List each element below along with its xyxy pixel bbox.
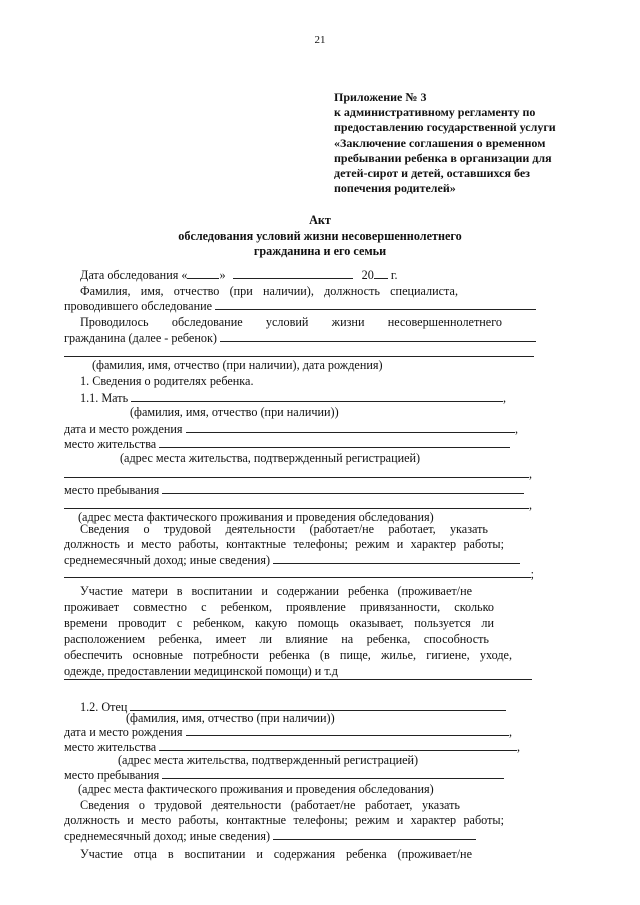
punct: ,: [502, 391, 506, 405]
father-fio-caption: (фамилия, имя, отчество (при наличии)): [126, 711, 335, 725]
mother-part-rule[interactable]: [64, 679, 532, 680]
residence-label: место жительства: [64, 437, 157, 451]
mother-residence-caption: (адрес места жительства, подтвержденный регистрацией): [120, 451, 421, 465]
mother-fio-caption: (фамилия, имя, отчество (при наличии)): [130, 405, 339, 419]
mother-line: [80, 390, 506, 405]
mother-part-3: времени проводит с ребенком, какую помощь оказывает, пользуется ли: [64, 616, 494, 630]
father-stay-caption: (адрес места фактического проживания и проведения обследования): [78, 782, 434, 796]
conducted-label: гражданина (далее - ребенок): [64, 331, 217, 345]
date-label: Дата обследования «: [80, 268, 188, 282]
father-birth-line: [64, 724, 512, 739]
father-work-2: должность и место работы, контактные телефоны; режим и характер работы;: [64, 813, 504, 827]
document-title: [0, 213, 640, 260]
mother-stay-caption: (адрес места фактического проживания и проведения обследования): [78, 510, 434, 524]
appendix-header: [334, 90, 594, 196]
appendix-line: «Заключение соглашения о временном: [334, 135, 546, 150]
punct: ;: [530, 567, 534, 581]
punct: ,: [528, 498, 532, 512]
year-suffix: г.: [390, 268, 398, 282]
stay-label: место пребывания: [64, 483, 160, 497]
specialist-blank[interactable]: [215, 298, 536, 310]
appendix-line: предоставлению государственной услуги: [334, 120, 556, 135]
mother-work-2: должность и место работы, контактные телефоны; режим и характер работы;: [64, 537, 504, 551]
mother-work-1: Сведения о трудовой деятельности (работает/не работает, указать: [80, 522, 488, 536]
specialist-label: проводившего обследование: [64, 299, 213, 313]
mother-part-5: обеспечить основные потребности ребенка (в пище, жилье, гигиене, уходе,: [64, 648, 512, 662]
father-residence-blank[interactable]: [159, 739, 517, 751]
specialist-line-2: [64, 298, 536, 313]
punct: ,: [528, 467, 532, 481]
mother-blank[interactable]: [131, 390, 503, 402]
mother-work-cont: [64, 566, 534, 581]
mother-residence-line: [64, 436, 510, 451]
birth-label: дата и место рождения: [64, 725, 183, 739]
title-line: обследования условий жизни несовершеннолетнего: [178, 228, 462, 243]
work-label: среднемесячный доход; иные сведения): [64, 829, 271, 843]
appendix-line: Приложение № 3: [334, 90, 427, 104]
stay-label: место пребывания: [64, 768, 160, 782]
punct: ,: [508, 725, 512, 739]
mother-part-1: Участие матери в воспитании и содержании ребенка (проживает/не: [80, 584, 472, 598]
date-quote: »: [219, 268, 226, 282]
child-blank[interactable]: [220, 330, 536, 342]
mother-residence-blank[interactable]: [159, 436, 510, 448]
year-blank[interactable]: [374, 267, 388, 279]
page-number: 21: [314, 34, 326, 46]
residence-label: место жительства: [64, 740, 157, 754]
specialist-line-1: Фамилия, имя, отчество (при наличии), должность специалиста,: [80, 284, 458, 298]
father-part-1: Участие отца в воспитании и содержания ребенка (проживает/не: [80, 847, 472, 861]
parents-heading: 1. Сведения о родителях ребенка.: [80, 374, 254, 388]
child-caption: (фамилия, имя, отчество (при наличии), дата рождения): [92, 358, 383, 372]
father-work-blank[interactable]: [273, 828, 476, 840]
year-prefix: 20: [361, 268, 374, 282]
father-stay-blank[interactable]: [162, 767, 504, 779]
mother-part-4: расположением ребенка, имеет ли влияние на ребенка, способность: [64, 632, 489, 646]
title-line: Акт: [309, 213, 331, 227]
father-residence-caption: (адрес места жительства, подтвержденный регистрацией): [118, 753, 419, 767]
father-stay-line: [64, 767, 504, 782]
conducted-line-2: [64, 330, 536, 345]
father-blank[interactable]: [130, 699, 506, 711]
title-line: гражданина и его семьи: [253, 244, 387, 258]
mother-part-6: одежде, предоставлении медицинской помощи) и т.д: [64, 664, 338, 678]
mother-label: 1.1. Мать: [80, 391, 129, 405]
mother-stay-blank-2[interactable]: [64, 497, 529, 509]
mother-residence-cont: [64, 466, 532, 481]
mother-part-2: проживает совместно с ребенком, проявление привязанности, сколько: [64, 600, 494, 614]
mother-residence-blank-2[interactable]: [64, 466, 529, 478]
mother-stay-blank[interactable]: [162, 482, 524, 494]
work-label: среднемесячный доход; иные сведения): [64, 553, 271, 567]
father-label: 1.2. Отец: [80, 700, 128, 714]
punct: ,: [516, 740, 520, 754]
day-blank[interactable]: [187, 267, 219, 279]
father-work-3: [64, 828, 476, 843]
mother-work-blank[interactable]: [273, 552, 520, 564]
appendix-line: пребывании ребенка в организации для: [334, 150, 552, 165]
mother-birth-blank[interactable]: [186, 421, 515, 433]
mother-birth-line: [64, 421, 518, 436]
punct: ,: [514, 422, 518, 436]
mother-work-3: [64, 552, 520, 567]
father-residence-line: [64, 739, 520, 754]
birth-label: дата и место рождения: [64, 422, 183, 436]
appendix-line: к административному регламенту по: [334, 105, 536, 120]
date-line: [80, 267, 536, 282]
father-birth-blank[interactable]: [186, 724, 509, 736]
appendix-line: детей-сирот и детей, оставшихся без: [334, 166, 530, 181]
conducted-line-1: Проводилось обследование условий жизни несовершеннолетнего: [80, 315, 502, 329]
appendix-line: попечения родителей»: [334, 181, 456, 196]
mother-work-blank-2[interactable]: [64, 566, 531, 578]
father-work-1: Сведения о трудовой деятельности (работает/не работает, указать: [80, 798, 460, 812]
month-blank[interactable]: [233, 267, 353, 279]
mother-stay-line: [64, 482, 524, 497]
child-rule[interactable]: [64, 356, 534, 357]
